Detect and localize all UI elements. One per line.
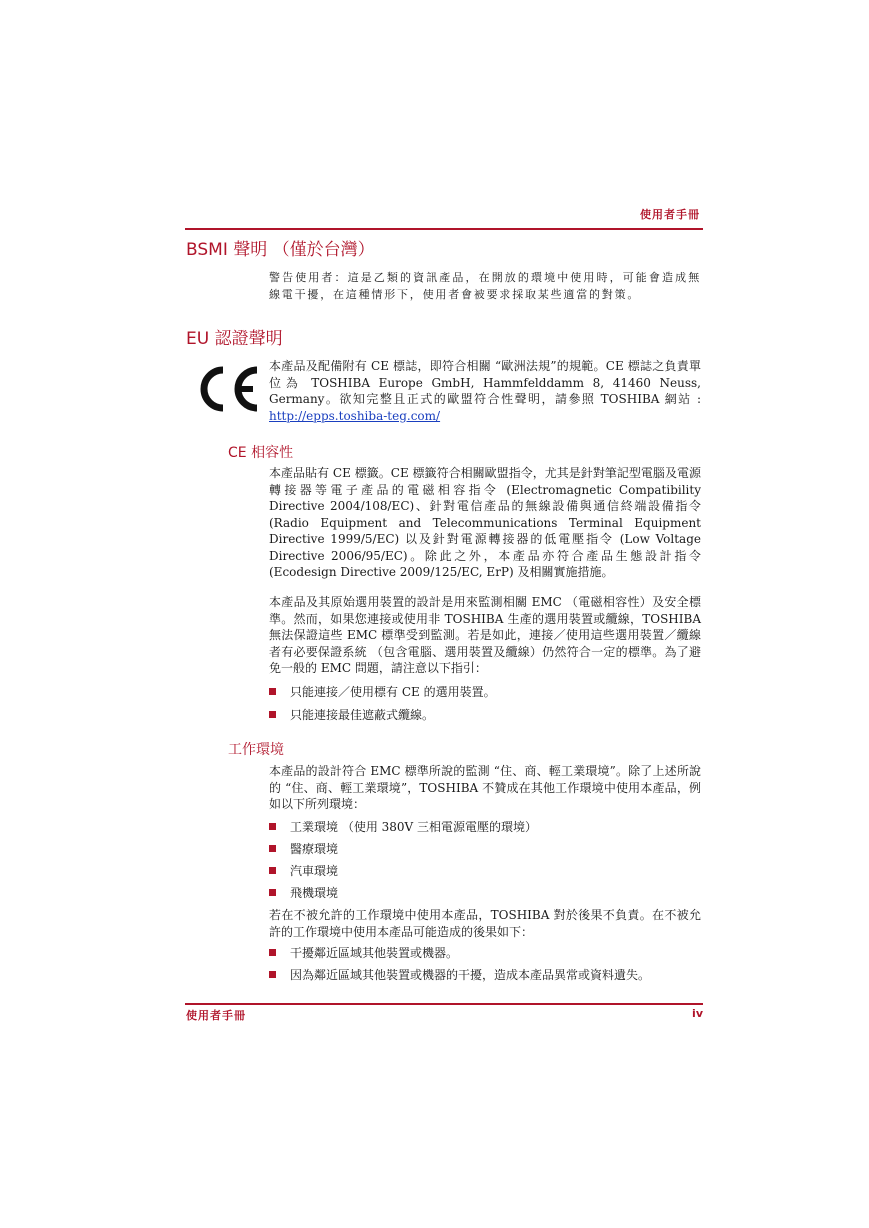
work-para-2: 若在不被允許的工作環境中使用本產品，TOSHIBA 對於後果不負責。在不被允許的工作環境中使用本產品可能造成的後果如下：: [269, 908, 701, 939]
bullet-square-icon: [269, 845, 276, 852]
toshiba-epps-link[interactable]: http://epps.toshiba-teg.com/: [269, 408, 441, 423]
bullet-square-icon: [269, 823, 276, 830]
list-item: 工業環境 （使用 380V 三相電源電壓的環境）: [269, 819, 701, 835]
list-item: 汽車環境: [269, 863, 701, 879]
footer-title: 使用者手冊: [186, 1009, 246, 1022]
footer-rule: [185, 1003, 703, 1005]
eu-heading: EU 認證聲明: [186, 329, 283, 349]
bsmi-text: 警告使用者：這是乙類的資訊產品，在開放的環境中使用時，可能會造成無線電干擾，在這種情形下，使用者會被要求採取某些適當的對策。: [269, 271, 701, 301]
work-para-1: 本產品的設計符合 EMC 標準所說的監測 “住、商、輕工業環境”。除了上述所說的 “住、商、輕工業環境”，TOSHIBA 不贊成在其他工作環境中使用本產品，例如以下所列環境：: [269, 764, 701, 811]
list-item: 只能連接／使用標有 CE 的選用裝置。: [269, 684, 701, 700]
ce-compat-heading: CE 相容性: [228, 445, 294, 461]
ce-mark-logo: [193, 364, 261, 414]
list-item: 因為鄰近區域其他裝置或機器的干擾，造成本產品異常或資料遺失。: [269, 967, 701, 983]
bullet-square-icon: [269, 688, 276, 695]
running-header: 使用者手冊: [640, 208, 700, 221]
bullet-square-icon: [269, 867, 276, 874]
eu-text-body: 本產品及配備附有 CE 標誌，即符合相關 “歐洲法規”的規範。CE 標誌之負責單位為 TOSHIBA Europe GmbH, Hammfelddamm 8, 41460 Neuss, Germany。欲知完整且正式的歐盟符合性聲明，請參照 TOSHIBA 網站 :: [269, 359, 701, 406]
list-item: 干擾鄰近區域其他裝置或機器。: [269, 945, 701, 961]
eu-text: [269, 358, 701, 424]
page-number: iv: [692, 1007, 703, 1020]
bullet-square-icon: [269, 971, 276, 978]
header-rule: [185, 228, 703, 230]
ce-para-1: 本產品貼有 CE 標籤。CE 標籤符合相關歐盟指令，尤其是針對筆記型電腦及電源轉接器等電子產品的電磁相容指令 (Electromagnetic Compatibility Directive 2004/108/EC)、針對電信產品的無線設備與通信終端設備指令 (Radio Equipment and Telecommunications Terminal Equipment Directive 1999/5/EC) 以及針對電源轉接器的低電壓指令 (Low Voltage Directive 2006/95/EC)。除此之外，本產品亦符合產品生態設計指令 (Ecodesign Directive 2009/125/EC, ErP) 及相關實施措施。: [269, 466, 701, 579]
list-item: 只能連接最佳遮蔽式纜線。: [269, 707, 701, 723]
bullet-square-icon: [269, 889, 276, 896]
bsmi-heading: BSMI 聲明 （僅於台灣）: [186, 240, 375, 260]
bullet-square-icon: [269, 949, 276, 956]
ce-para-2: 本產品及其原始選用裝置的設計是用來監測相關 EMC （電磁相容性）及安全標準。然而，如果您連接或使用非 TOSHIBA 生產的選用裝置或纜線，TOSHIBA 無法保證這些 EMC 標準受到監測。若是如此，連接／使用這些選用裝置／纜線者有必要保證系統 （包含電腦、選用裝置及纜線）仍然符合一定的標準。為了避免一般的 EMC 問題，請注意以下指引：: [269, 595, 701, 675]
list-item: 飛機環境: [269, 885, 701, 901]
bullet-square-icon: [269, 711, 276, 718]
list-item: 醫療環境: [269, 841, 701, 857]
work-env-heading: 工作環境: [228, 742, 284, 758]
